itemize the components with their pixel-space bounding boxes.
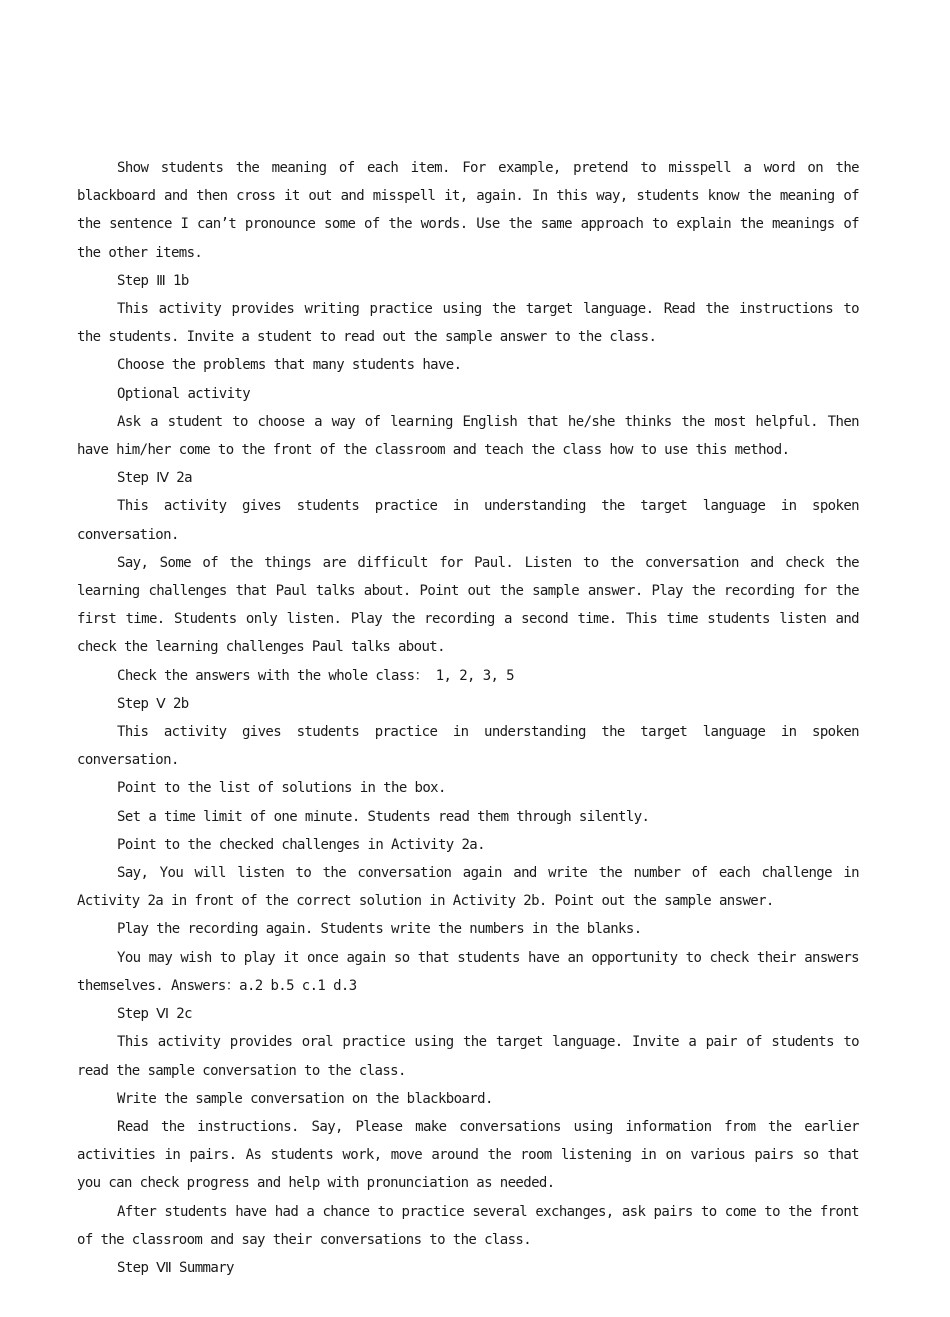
paragraph: Check the answers with the whole class： 1, 2, 3, 5 [117,667,515,684]
paragraph: Say, You will listen to the conversation again and write the number of each challenge in Activity 2a in front of the correct solution in Activity 2b. Point out the sample answer. [77,865,859,910]
paragraph: Write the sample conversation on the blackboard. [117,1090,493,1107]
paragraph: Ask a student to choose a way of learning English that he/she thinks the most helpful. Then have him/her come to the front of the classroom and teach the class how to use this method. [77,413,859,459]
paragraph: Choose the problems that many students have. [117,357,462,374]
paragraph: This activity provides oral practice using the target language. Invite a pair of students to read the sample conversation to the class. [77,1034,859,1079]
step-heading: Step Ⅴ 2b [117,695,189,712]
document-body [77,154,859,1282]
paragraph: Set a time limit of one minute. Students read them through silently. [117,808,650,825]
section-heading: Optional activity [117,385,251,402]
step-heading: Step Ⅵ 2c [117,1006,192,1023]
paragraph: Point to the checked challenges in Activity 2a. [117,836,485,853]
paragraph: Play the recording again. Students write the numbers in the blanks. [117,921,642,938]
paragraph: Point to the list of solutions in the box. [117,780,446,797]
step-heading: Step Ⅳ 2a [117,470,192,487]
paragraph: This activity gives students practice in understanding the target language in spoken conversation. [77,724,859,769]
paragraph: Say, Some of the things are difficult for Paul. Listen to the conversation and check the learning challenges that Paul talks about. Point out the sample answer. Play the recording for the first time. Students only listen. Play the recording a second time. This time students listen and check the learning challenges Paul talks about. [77,554,859,656]
step-heading: Step Ⅶ Summary [117,1259,234,1276]
paragraph: After students have had a chance to practice several exchanges, ask pairs to come to the front of the classroom and say their conversations to the class. [77,1203,859,1248]
paragraph: Show students the meaning of each item. For example, pretend to misspell a word on the blackboard and then cross it out and misspell it, again. In this way, students know the meaning of the sentence I can’t pronounce some of the words. Use the same approach to explain the meanings of the other items. [77,160,859,261]
paragraph: This activity provides writing practice using the target language. Read the instructions to the students. Invite a student to read out the sample answer to the class. [77,301,859,346]
paragraph: You may wish to play it once again so that students have an opportunity to check their answers themselves. Answers：a.2 b.5 c.1 d.3 [77,949,859,994]
step-heading: Step Ⅲ 1b [117,272,189,289]
paragraph: Read the instructions. Say, Please make conversations using information from the earlier activities in pairs. As students work, move around the room listening in on various pairs so that you can check progress and help with pronunciation as needed. [77,1118,859,1192]
paragraph: This activity gives students practice in understanding the target language in spoken conversation. [77,498,859,543]
